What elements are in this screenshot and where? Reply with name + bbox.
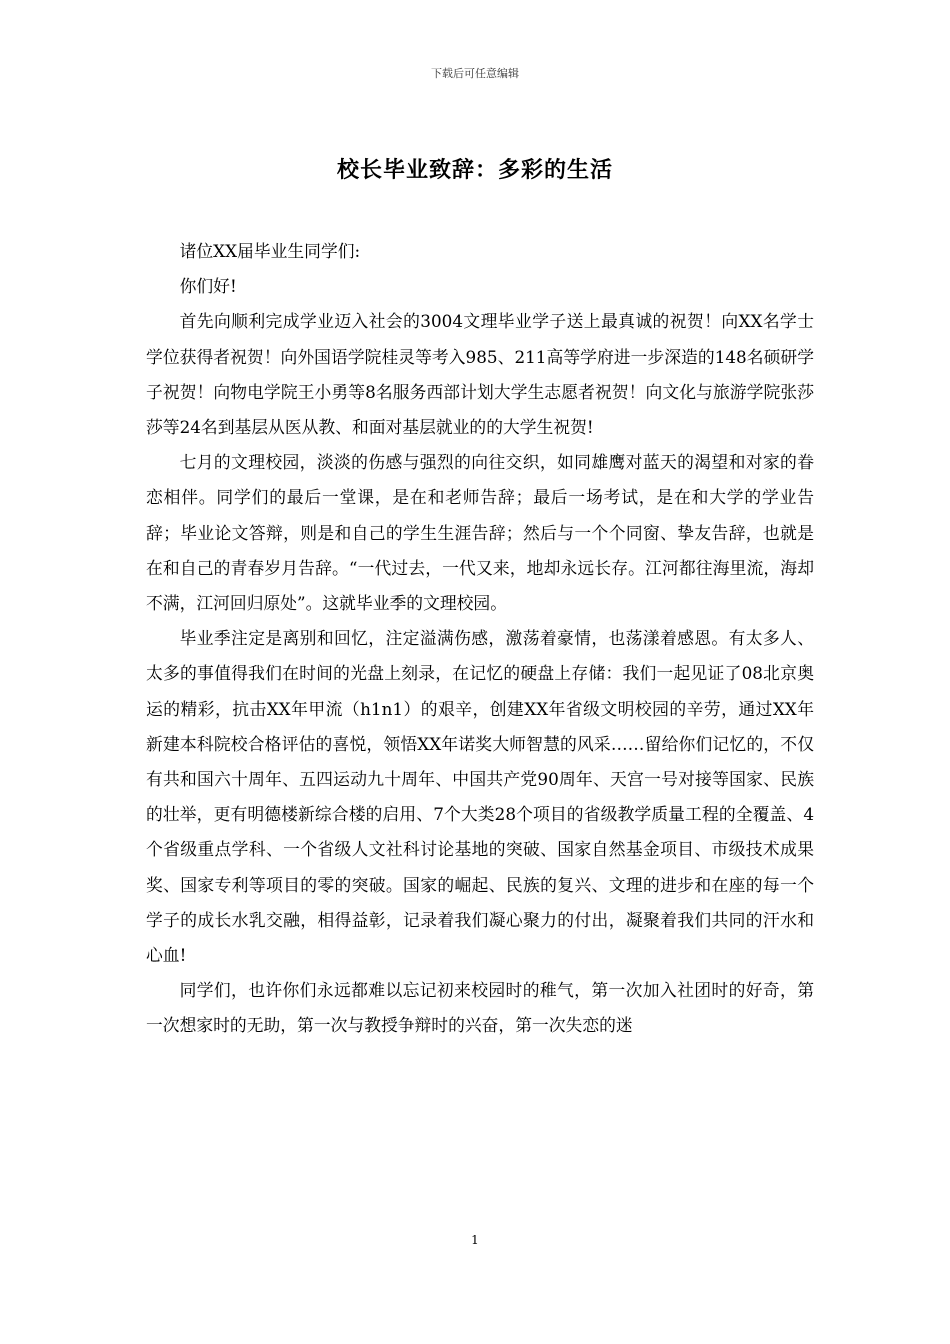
paragraph-memories: 同学们，也许你们永远都难以忘记初来校园时的稚气，第一次加入社团时的好奇，第一次想家时的无助，第一次与教授争辩时的兴奋，第一次失恋的迷: [146, 980, 814, 1036]
salutation: 诸位XX届毕业生同学们:: [179, 241, 361, 261]
header-note: 下载后可任意编辑: [431, 67, 519, 80]
paragraph-graduation-season: 毕业季注定是离别和回忆，注定溢满伤感，激荡着豪情，也荡漾着感恩。有太多人、太多的事值得我们在时间的光盘上刻录，在记忆的硬盘上存储：我们一起见证了08北京奥运的精彩，抗击XX年甲流（h1n1）的艰辛，创建XX年省级文明校园的辛劳，通过XX年新建本科院校合格评估的喜悦，领悟XX年诺奖大师智慧的风采……留给你们记忆的，不仅有共和国六十周年、五四运动九十周年、中国共产党90周年、天宫一号对接等国家、民族的壮举，更有明德楼新综合楼的启用、7个大类28个项目的省级教学质量工程的全覆盖、4个省级重点学科、一个省级人文社科讨论基地的突破、国家自然基金项目、市级技术成果奖、国家专利等项目的零的突破。国家的崛起、民族的复兴、文理的进步和在座的每一个学子的成长水乳交融，相得益彰，记录着我们凝心聚力的付出，凝聚着我们共同的汗水和心血!: [146, 628, 814, 966]
document-body: [146, 234, 814, 1044]
paragraph-july-campus: 七月的文理校园，淡淡的伤感与强烈的向往交织，如同雄鹰对蓝天的渴望和对家的眷恋相伴。同学们的最后一堂课，是在和老师告辞；最后一场考试，是在和大学的学业告辞；毕业论文答辩，则是和自己的学生生涯告辞；然后与一个个同窗、挚友告辞，也就是在和自己的青春岁月告辞。“一代过去，一代又来，地却永远长存。江河都往海里流，海却不满，江河回归原处”。这就毕业季的文理校园。: [146, 452, 814, 614]
page-number: 1: [471, 1233, 479, 1247]
greeting: 你们好!: [179, 276, 237, 297]
paragraph-congratulations: 首先向顺利完成学业迈入社会的3004文理毕业学子送上最真诚的祝贺！向XX名学士学位获得者祝贺！向外国语学院桂灵等考入985、211高等学府进一步深造的148名硕研学子祝贺！向物电学院王小勇等8名服务西部计划大学生志愿者祝贺！向文化与旅游学院张莎莎等24名到基层从医从教、和面对基层就业的的大学生祝贺!: [146, 311, 814, 438]
document-title: 校长毕业致辞：多彩的生活: [336, 157, 613, 183]
